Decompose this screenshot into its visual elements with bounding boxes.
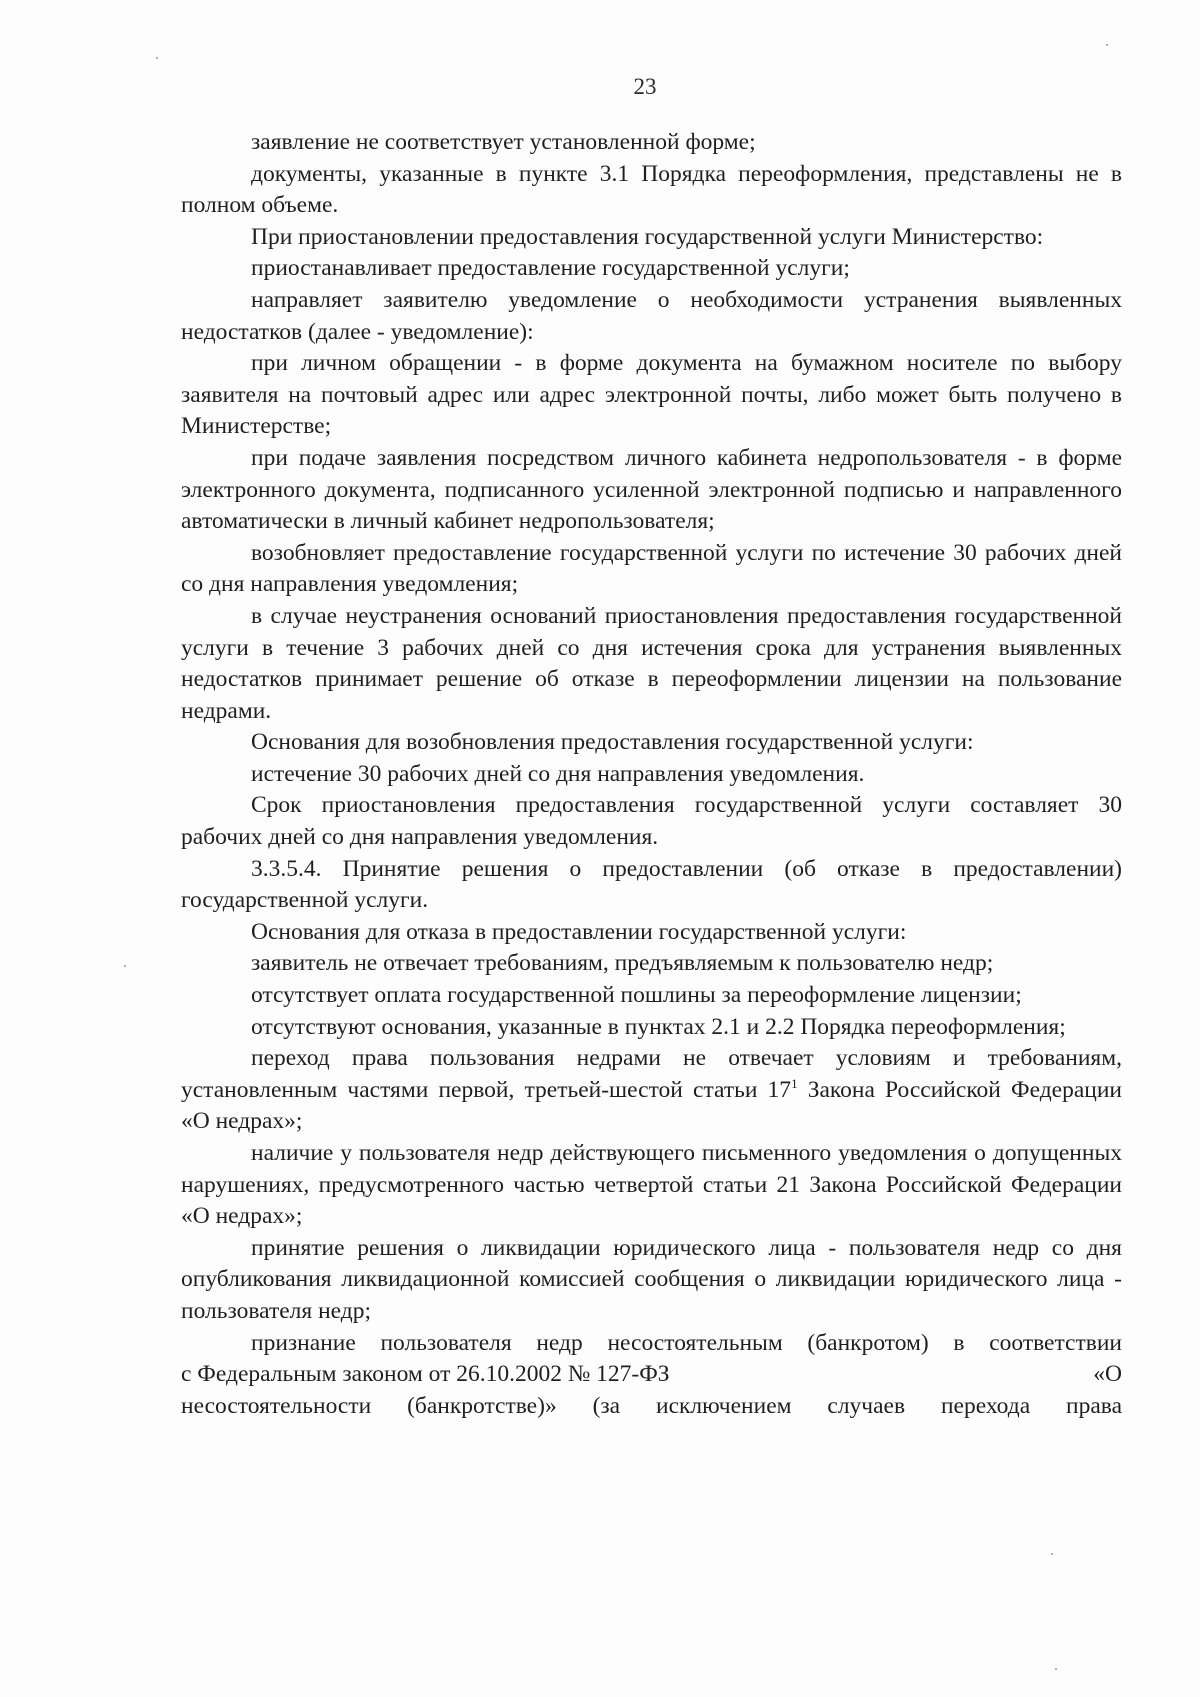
text-line	[181, 1359, 1122, 1391]
paragraph: При приостановлении предоставления государственной услуги Министерство:	[251, 223, 1044, 250]
scan-speck	[156, 57, 158, 59]
paragraph: Основания для возобновления предоставления государственной услуги:	[251, 729, 974, 756]
paragraph: Срок приостановления предоставления государственной услуги составляет 30 рабочих дней со дня направления уведомления.	[181, 792, 1122, 851]
paragraph-final	[181, 1328, 1122, 1423]
paragraph: наличие у пользователя недр действующего письменного уведомления о допущенных нарушениях, предусмотренного частью четвертой статьи 21 Закона Российской Федерации «О недрах»;	[181, 1140, 1122, 1230]
paragraph: направляет заявителю уведомление о необходимости устранения выявленных недостатков (далее - уведомление):	[181, 286, 1122, 345]
paragraph: заявление не соответствует установленной форме;	[251, 129, 756, 155]
paragraph: приостанавливает предоставление государственной услуги;	[251, 255, 850, 282]
paragraph: отсутствует оплата государственной пошлины за переоформление лицензии;	[251, 982, 1022, 1009]
scan-speck	[1051, 1553, 1053, 1555]
text-fragment: Закона Российской Федерации «О недрах»;	[181, 1076, 1122, 1135]
paragraph: отсутствуют основания, указанные в пунктах 2.1 и 2.2 Порядка переоформления;	[251, 1013, 1066, 1040]
paragraph: возобновляет предоставление государственной услуги по истечение 30 рабочих дней со дня направления уведомления;	[181, 539, 1122, 598]
paragraph: принятие решения о ликвидации юридического лица - пользователя недр со дня опубликования ликвидационной комиссией сообщения о ликвидации юридического лица - пользователя недр;	[181, 1234, 1122, 1324]
scan-speck	[1055, 1668, 1057, 1670]
paragraph: при подаче заявления посредством личного кабинета недропользователя - в форме электронного документа, подписанного усиленной электронной подписью и направленного автоматически в личный кабинет недропользователя;	[181, 444, 1122, 535]
section-heading-3-3-5-4: 3.3.5.4. Принятие решения о предоставлении (об отказе в предоставлении) государственной услуги.	[181, 855, 1122, 914]
scan-speck	[124, 965, 126, 967]
superscript: 1	[791, 1075, 798, 1091]
text-line: несостоятельности (банкротстве)» (за исключением случаев перехода права	[181, 1392, 1122, 1419]
text-fragment: переход права пользования недрами не отвечает условиям и требованиям, установленным частями первой, третьей-шестой статьи 17	[181, 1045, 1122, 1103]
paragraph: Основания для отказа в предоставлении государственной услуги:	[251, 918, 907, 945]
text-line: признание пользователя недр несостоятельным (банкротом) в соответствии	[251, 1329, 1122, 1356]
paragraph: заявитель не отвечает требованиям, предъявляемым к пользователю недр;	[251, 950, 994, 977]
document-body	[181, 127, 1122, 1422]
text-fragment: «О	[1093, 1361, 1122, 1388]
paragraph: в случае неустранения оснований приостановления предоставления государственной услуги в течение 3 рабочих дней со дня истечения срока для устранения выявленных недостатков принимает решение об отказе в переоформлении лицензии на пользование недрами.	[181, 602, 1122, 724]
page-number: 23	[633, 74, 657, 99]
paragraph: при личном обращении - в форме документа на бумажном носителе по выбору заявителя на почтовый адрес или адрес электронной почты, либо может быть получено в Министерстве;	[181, 350, 1122, 440]
text-fragment: с Федеральным законом от 26.10.2002 № 127-ФЗ	[181, 1361, 670, 1388]
paragraph-with-superscript	[181, 1043, 1122, 1138]
scan-speck	[1106, 44, 1108, 46]
paragraph: документы, указанные в пункте 3.1 Порядка переоформления, представлены не в полном объеме.	[181, 160, 1122, 219]
paragraph: истечение 30 рабочих дней со дня направления уведомления.	[251, 760, 865, 787]
